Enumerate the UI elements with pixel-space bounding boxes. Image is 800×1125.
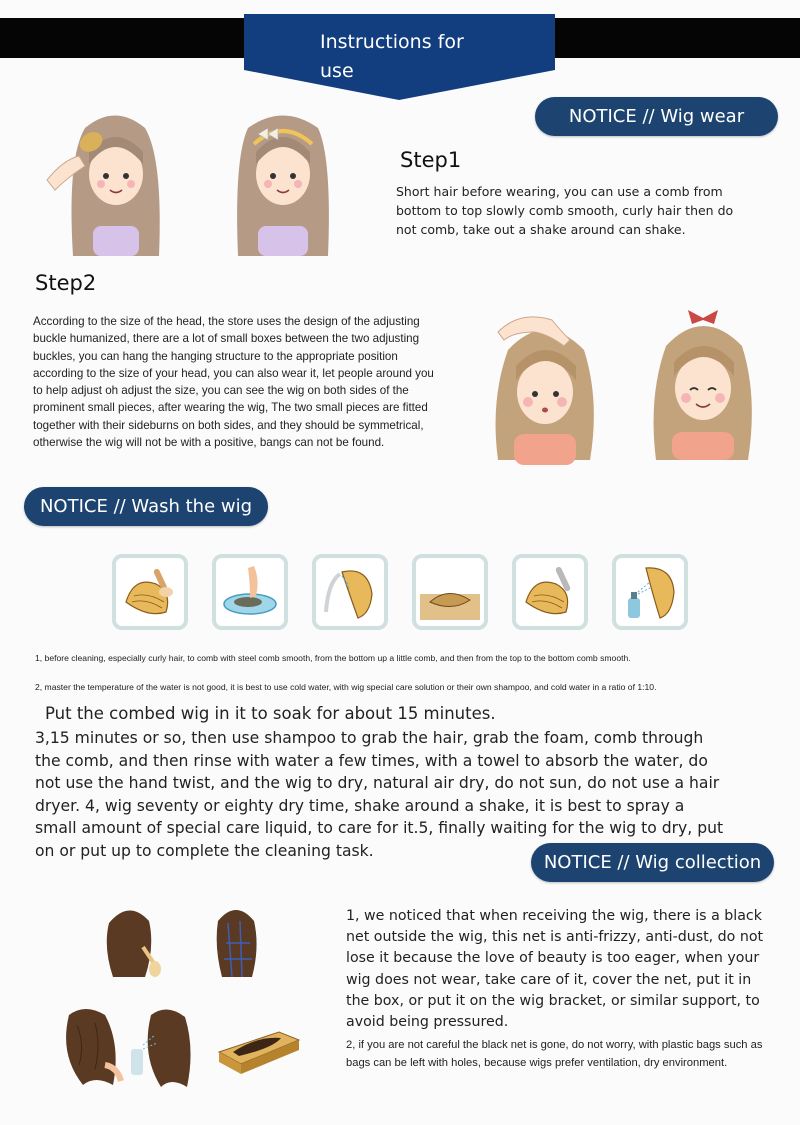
girl-finished-wig-illustration bbox=[648, 302, 758, 462]
wig-spray-illustration bbox=[125, 1005, 195, 1090]
notice-wig-wear: NOTICE // Wig wear bbox=[535, 97, 778, 136]
title-banner bbox=[244, 14, 555, 100]
collection-text-1: 1, we noticed that when receiving the wig, there is a black net outside the wig, this net is anti-frizzy, anti-dust, do not lose it because the love of beauty is too eager, when your wig does not wear, take care of it, cover the net, put it in the box, or put it on the wig bracket, or similar support, to avoid being pressured. bbox=[346, 908, 764, 1031]
step2-text: According to the size of the head, the store uses the design of the adjusting buckle humanized, there are a lot of small boxes between the two adjusting buckles, you can hang the hanging structure to the appropriate position according to the size of your head, you can also wear it, let people around you to help adjust oh adjust the size, you can see the wig on both sides of the prominent small pieces, after wearing the wig, The two small pieces are fitted together with their sideburns on both sides, and they should be symmetrical, otherwise the wig will not be with a positive, bangs can not be found. bbox=[33, 315, 434, 450]
wash-soak-text: Put the combed wig in it to soak for about 15 minutes. bbox=[45, 704, 496, 723]
girl-headband-illustration bbox=[228, 108, 338, 258]
collection-text-2: 2, if you are not careful the black net is gone, do not worry, with plastic bags such as bags can be left with holes, because wigs prefer ventilation, dry environment. bbox=[346, 1039, 763, 1069]
wash-step-comb bbox=[112, 554, 188, 630]
wash-step-comb-dry bbox=[512, 554, 588, 630]
wash-body-text: 3,15 minutes or so, then use shampoo to grab the hair, grab the foam, comb through the comb, and then rinse with water a few times, with a towel to absorb the water, do not use the hand twist, and the wig to dry, natural air dry, do not sun, do not use a hair dryer. 4, wig seventy or eighty dry time, shake around a shake, it is best to spray a small amount of special care liquid, to care for it.5, finally waiting for the wig to dry, put on or put up to complete the cleaning task. bbox=[35, 729, 724, 860]
wash-step-soak bbox=[212, 554, 288, 630]
girl-adjusting-wig-illustration bbox=[490, 310, 600, 465]
notice-wig-collection: NOTICE // Wig collection bbox=[531, 843, 774, 882]
wash-step-spray bbox=[612, 554, 688, 630]
wash-note-1: 1, before cleaning, especially curly hair, to comb with steel comb smooth, from the bottom up a little comb, and then from the top to the bottom comb smooth. bbox=[35, 653, 631, 663]
wig-shake-illustration bbox=[55, 1005, 125, 1090]
girl-combing-illustration bbox=[45, 108, 175, 258]
wash-step-towel bbox=[412, 554, 488, 630]
wig-net-illustration bbox=[212, 903, 262, 983]
wig-box-illustration bbox=[213, 1018, 303, 1078]
notice-wash-wig: NOTICE // Wash the wig bbox=[24, 487, 268, 526]
page-title: Instructions for use bbox=[320, 31, 464, 82]
wig-comb-illustration bbox=[103, 903, 163, 983]
wash-note-2: 2, master the temperature of the water is not good, it is best to use cold water, with wig special care solution or their own shampoo, and cold water in a ratio of 1:10. bbox=[35, 682, 657, 692]
wash-step-rinse bbox=[312, 554, 388, 630]
step2-title: Step2 bbox=[35, 271, 97, 295]
step1-title: Step1 bbox=[400, 148, 462, 172]
step1-text: Short hair before wearing, you can use a comb from bottom to top slowly comb smooth, curly hair then do not comb, take out a shake around can shake. bbox=[396, 184, 734, 237]
